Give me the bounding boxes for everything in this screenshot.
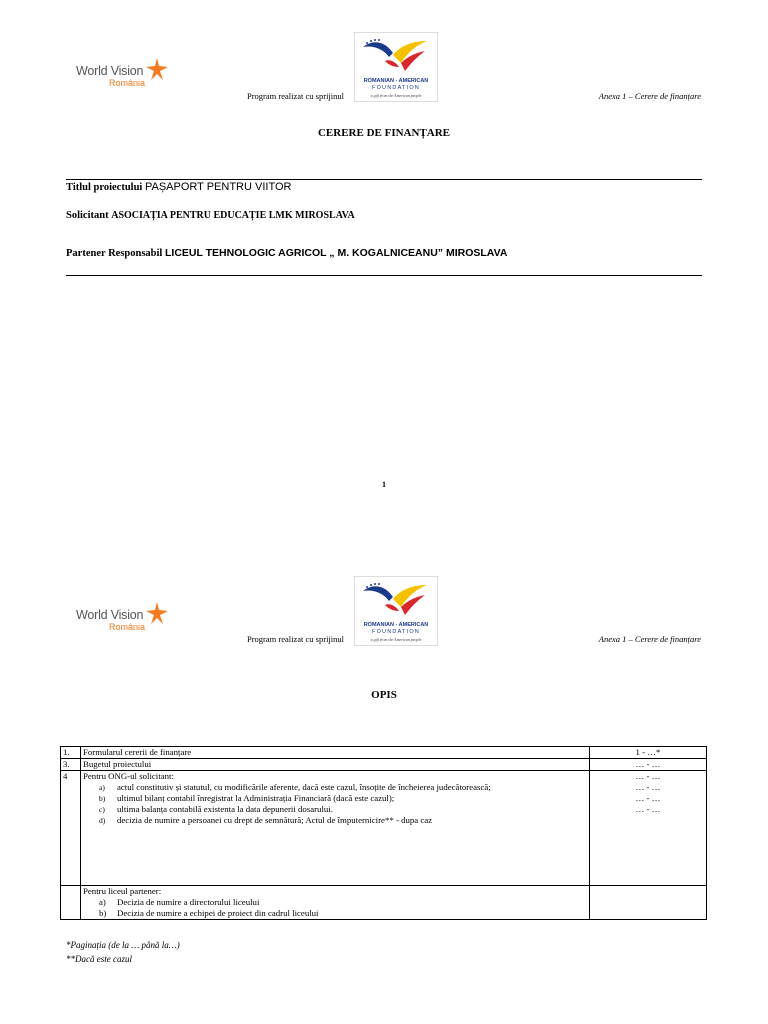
solicitant-field: Solicitant ASOCIAȚIA PENTRU EDUCAȚIE LMK MIROSLAVA [66, 210, 355, 221]
list-item: a) Decizia de numire a directorului liceului [99, 897, 260, 907]
footnote-paginatie: *Paginația (de la … până la…) [66, 940, 180, 950]
page-number: 1 [382, 480, 386, 489]
table-row: 1. Formularul cererii de finanțare 1 - …* [61, 747, 707, 759]
opis-table [60, 746, 707, 920]
table-row [61, 886, 707, 920]
page-title: CERERE DE FINANȚARE [317, 127, 451, 139]
ong-cell: Pentru ONG-ul solicitant: a) actul constitutiv și statutul, cu modificările aferente, dacă este cazul, însoțite de încheierea judecătorească; b) ultimul bilanț contabil înregistrat la Administrația Financiară (dacă este cazul); c) ultima balanța contabilă existenta la data depunerii dosarului. d) decizia de numire a persoanei cu drept de semnătură; Actul de împuternicire** - dupa caz [81, 771, 590, 886]
liceu-cell: Pentru liceul partener: a) Decizia de numire a directorului liceului b) Decizia de numire a echipei de proiect din cadrul liceului [81, 886, 590, 920]
list-item: a) actul constitutiv și statutul, cu modificările aferente, dacă este cazul, însoțite de încheierea judecătorească; [99, 782, 491, 792]
opis-title: OPIS [371, 689, 397, 701]
ong-pages-cell: … - … … - … … - … … - … [590, 771, 707, 886]
romanian-american-foundation-logo: ROMANIAN - AMERICAN FOUNDATION a gift from the American people [354, 576, 438, 646]
anexa-text: Anexa 1 – Cerere de finanțare [598, 634, 701, 644]
footnote-caz: **Dacă este cazul [66, 954, 132, 964]
eagle-icon [355, 577, 437, 622]
table-row: 4 Pentru ONG-ul solicitant: a) actul constitutiv și statutul, cu modificările aferente, dacă este cazul, însoțite de încheierea judecătorească; b) ultimul bilanț contabil înregistrat la Administrația Financiară (dacă este cazul); c) ultima balanța contabilă existenta la data depunerii dosarului. d) decizia de numire a persoanei cu drept de semnătură; Actul de împuternicire** - dupa caz … - … … - … … - … … - … [61, 771, 707, 886]
list-item: d) decizia de numire a persoanei cu drept de semnătură; Actul de împuternicire** - dupa caz [99, 815, 433, 825]
list-item: b) ultimul bilanț contabil înregistrat la Administrația Financiară (dacă este cazul); [99, 793, 395, 803]
list-item: c) ultima balanța contabilă existenta la data depunerii dosarului. [99, 804, 333, 814]
romanian-american-foundation-logo: ROMANIAN - AMERICAN FOUNDATION a gift from the American people [354, 32, 438, 102]
anexa-text: Anexa 1 – Cerere de finanțare [598, 91, 701, 101]
list-item: b) Decizia de numire a echipei de proiect din cadrul liceului [99, 908, 319, 918]
table-row: 3. Bugetul proiectului … - … [61, 759, 707, 771]
world-vision-star-icon [146, 602, 168, 624]
program-text: Program realizat cu sprijinul [247, 91, 345, 101]
program-text: Program realizat cu sprijinul [247, 634, 345, 644]
world-vision-logo: World Vision România [66, 56, 168, 96]
world-vision-logo: World Vision România [66, 600, 168, 640]
partener-field: Partener Responsabil LICEUL TEHNOLOGIC AGRICOL „ M. KOGALNICEANU” MIROSLAVA [66, 247, 508, 259]
titlu-proiect-field: Titlul proiectului PAȘAPORT PENTRU VIITOR [66, 181, 292, 193]
